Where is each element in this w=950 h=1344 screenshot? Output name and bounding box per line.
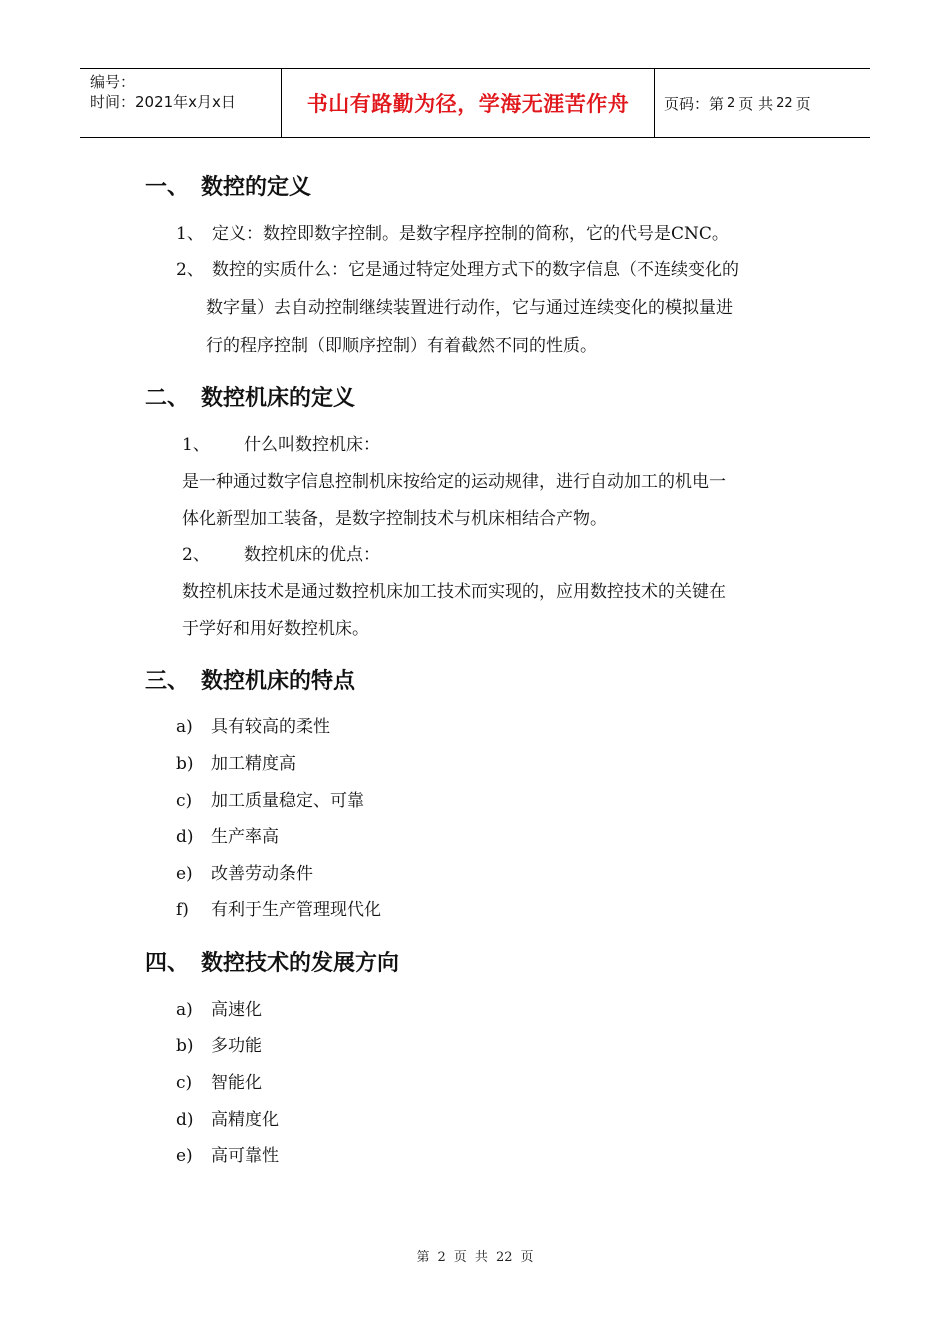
list-text: 定义：数控即数字控制。是数字程序控制的简称，它的代号是CNC。 xyxy=(212,224,729,244)
subsection-heading xyxy=(182,543,380,567)
list-item xyxy=(176,898,381,922)
section-heading xyxy=(145,170,311,201)
list-text: 高速化 xyxy=(211,1000,262,1020)
list-text: 多功能 xyxy=(211,1036,262,1056)
paragraph-line: 于学好和用好数控机床。 xyxy=(182,619,369,639)
serial-label: 编号： xyxy=(90,73,136,91)
section-heading xyxy=(145,664,355,695)
list-marker: b) xyxy=(176,1036,194,1056)
header-meta xyxy=(80,69,282,137)
footer-mid: 页 共 xyxy=(453,1250,488,1265)
header-motto: 书山有路勤为径，学海无涯苦作舟 xyxy=(282,69,655,137)
list-item xyxy=(176,1144,279,1168)
subsection-title: 什么叫数控机床： xyxy=(244,435,380,455)
paragraph-line: 数控机床技术是通过数控机床加工技术而实现的，应用数控技术的关键在 xyxy=(182,582,726,602)
subsection-title: 数控机床的优点： xyxy=(244,545,380,565)
list-text: 高精度化 xyxy=(211,1110,279,1130)
section-index: 四、 xyxy=(145,951,190,976)
section-title: 数控机床的特点 xyxy=(201,669,356,694)
list-item xyxy=(176,825,279,849)
list-item xyxy=(176,222,729,246)
list-text-continued: 数字量）去自动控制继续装置进行动作，它与通过连续变化的模拟量进 xyxy=(206,298,733,318)
footer-current: 2 xyxy=(437,1250,446,1265)
footer-prefix: 第 xyxy=(416,1250,430,1265)
list-item xyxy=(176,258,739,282)
list-item xyxy=(176,715,330,739)
list-text: 高可靠性 xyxy=(211,1146,279,1166)
list-marker: a) xyxy=(176,717,193,737)
list-text: 具有较高的柔性 xyxy=(211,717,330,737)
list-text: 加工质量稳定、可靠 xyxy=(211,791,364,811)
list-text: 数控的实质什么：它是通过特定处理方式下的数字信息（不连续变化的 xyxy=(212,260,739,280)
list-marker: c) xyxy=(176,1073,193,1093)
page-suffix: 页 xyxy=(795,94,811,113)
list-text-continued: 行的程序控制（即顺序控制）有着截然不同的性质。 xyxy=(206,336,597,356)
list-text: 有利于生产管理现代化 xyxy=(211,900,381,920)
page-current: 2 xyxy=(727,95,736,111)
list-text: 改善劳动条件 xyxy=(211,864,313,884)
page-total: 22 xyxy=(776,95,793,111)
header-page-info xyxy=(655,69,870,137)
section-index: 三、 xyxy=(145,669,190,694)
page-header xyxy=(80,68,870,138)
list-marker: d) xyxy=(176,827,194,847)
footer-suffix: 页 xyxy=(520,1250,534,1265)
list-text: 智能化 xyxy=(211,1073,262,1093)
section-title: 数控技术的发展方向 xyxy=(201,951,400,976)
paragraph-line: 体化新型加工装备，是数字控制技术与机床相结合产物。 xyxy=(182,509,607,529)
list-marker: d) xyxy=(176,1110,194,1130)
section-index: 一、 xyxy=(145,175,190,200)
page-footer xyxy=(0,1246,950,1265)
list-item xyxy=(176,1034,262,1058)
list-marker: 2、 xyxy=(176,260,204,280)
subsection-heading xyxy=(182,433,380,457)
list-marker: e) xyxy=(176,1146,193,1166)
list-item xyxy=(176,789,364,813)
list-item xyxy=(176,1071,262,1095)
list-marker: c) xyxy=(176,791,193,811)
section-heading xyxy=(145,946,399,977)
list-item xyxy=(176,1108,279,1132)
list-marker: e) xyxy=(176,864,193,884)
section-index: 二、 xyxy=(145,386,190,411)
list-item xyxy=(176,862,313,886)
paragraph-line: 是一种通过数字信息控制机床按给定的运动规律，进行自动加工的机电一 xyxy=(182,472,726,492)
section-title: 数控机床的定义 xyxy=(201,386,356,411)
page-mid: 页 共 xyxy=(738,94,774,113)
list-marker: f) xyxy=(176,900,189,920)
list-text: 加工精度高 xyxy=(211,754,296,774)
section-heading xyxy=(145,381,355,412)
list-marker: a) xyxy=(176,1000,193,1020)
list-marker: b) xyxy=(176,754,194,774)
time-label: 时间：2021年x月x日 xyxy=(90,93,236,111)
footer-total: 22 xyxy=(495,1250,513,1265)
list-item xyxy=(176,752,296,776)
list-marker: 1、 xyxy=(182,435,210,455)
list-text: 生产率高 xyxy=(211,827,279,847)
page-prefix: 页码：第 xyxy=(664,94,725,113)
list-marker: 1、 xyxy=(176,224,204,244)
list-item xyxy=(176,998,262,1022)
list-marker: 2、 xyxy=(182,545,210,565)
section-title: 数控的定义 xyxy=(201,175,312,200)
